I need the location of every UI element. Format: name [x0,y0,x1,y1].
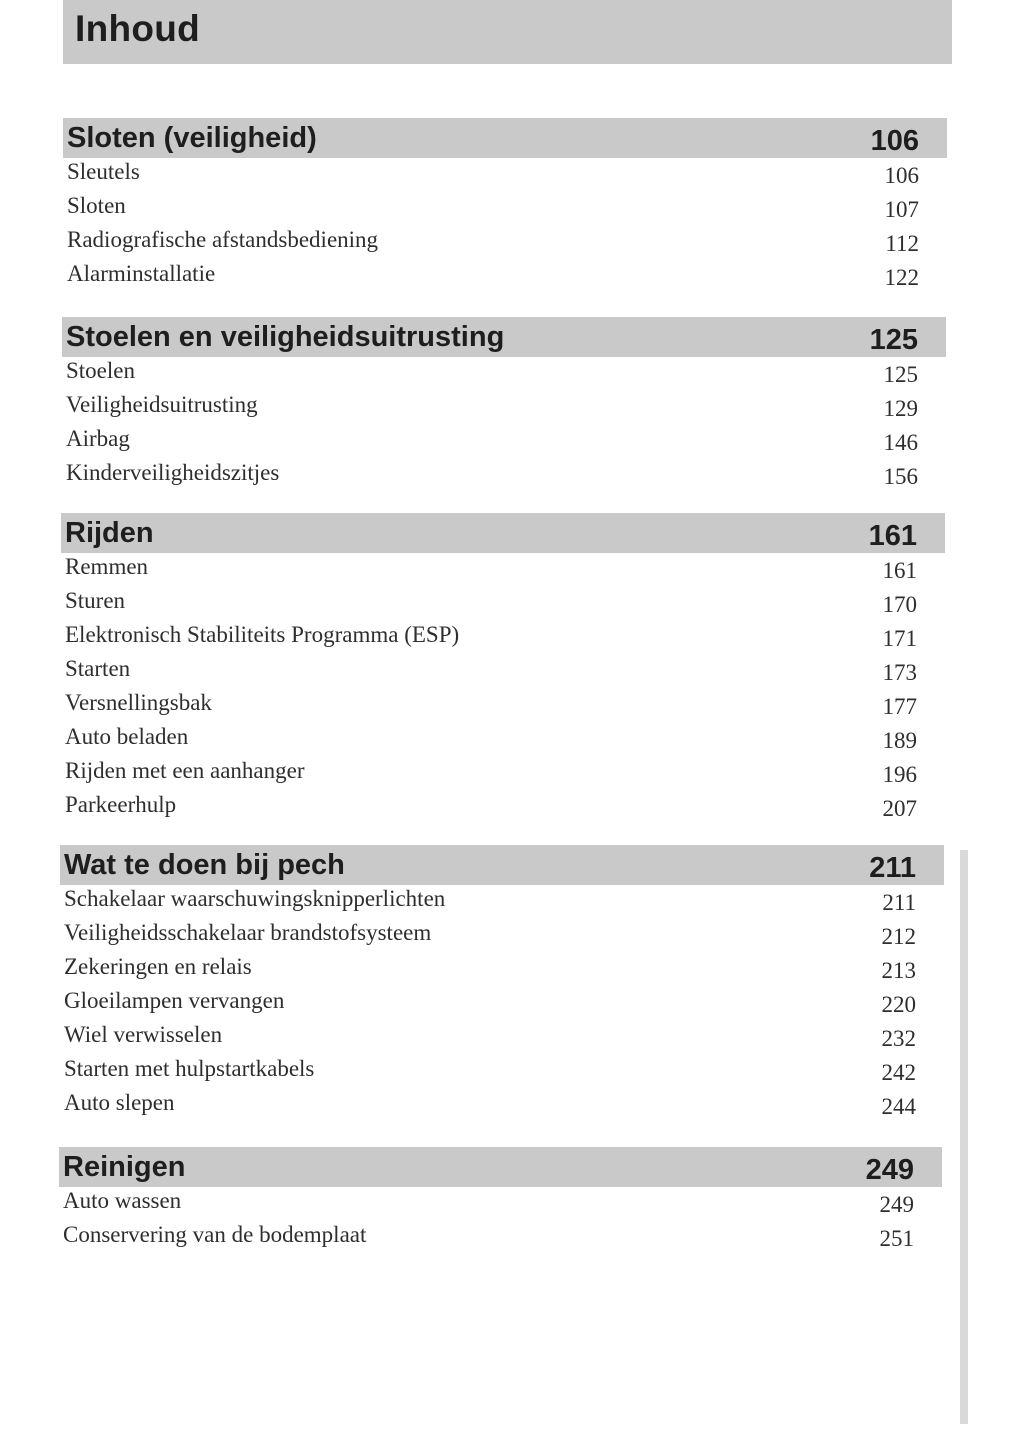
toc-entry[interactable] [62,459,946,493]
entry-page-number: 196 [882,762,917,787]
toc-entry[interactable] [60,987,944,1021]
toc-entry[interactable] [62,391,946,425]
entry-page-number: 211 [882,890,916,915]
entry-title: Parkeerhulp [65,792,177,817]
entry-page-number: 220 [881,992,916,1017]
entry-page-number: 146 [883,430,918,455]
toc-entry[interactable] [60,919,944,953]
entry-title: Starten met hulpstartkabels [64,1056,315,1081]
entry-title: Gloeilampen vervangen [64,988,285,1013]
toc-entry[interactable] [62,357,946,391]
toc-entry[interactable] [59,1187,942,1221]
section-header[interactable] [59,1147,942,1187]
toc-entry[interactable] [61,553,945,587]
entry-page-number: 212 [881,924,916,949]
entry-page-number: 106 [884,163,919,188]
section-title: Reinigen [63,1150,186,1183]
entry-page-number: 242 [881,1060,916,1085]
entry-page-number: 207 [882,796,917,821]
toc-entry[interactable] [63,192,947,226]
toc-entry[interactable] [61,791,945,825]
entry-page-number: 177 [882,694,917,719]
entry-page-number: 161 [882,558,917,583]
entry-title: Sloten [67,193,126,218]
entry-page-number: 173 [882,660,917,685]
entry-title: Sleutels [67,159,140,184]
toc-entry[interactable] [60,885,944,919]
toc-entry[interactable] [63,158,947,192]
toc-entry[interactable] [60,1055,944,1089]
entry-title: Auto wassen [63,1188,182,1213]
toc-entry[interactable] [63,226,947,260]
entry-page-number: 112 [885,231,919,256]
section-header[interactable] [63,118,947,158]
entry-page-number: 244 [881,1094,916,1119]
entry-page-number: 232 [881,1026,916,1051]
section-stoelen [62,317,946,493]
entry-title: Auto slepen [64,1090,175,1115]
entry-title: Schakelaar waarschuwingsknipperlichten [64,886,446,911]
toc-entry[interactable] [60,1089,944,1123]
page-header [63,0,952,64]
entry-page-number: 156 [883,464,918,489]
section-page-number: 106 [870,124,919,157]
toc-entry[interactable] [62,425,946,459]
entry-title: Wiel verwisselen [64,1022,223,1047]
section-header[interactable] [61,513,945,553]
section-title: Rijden [65,516,154,549]
section-page-number: 249 [865,1153,914,1186]
entry-title: Kinderveiligheidszitjes [66,460,280,485]
entry-page-number: 189 [882,728,917,753]
section-title: Sloten (veiligheid) [67,121,317,154]
section-page-number: 211 [869,851,916,884]
section-page-number: 125 [869,323,918,356]
entry-title: Conservering van de bodemplaat [63,1222,367,1247]
section-header[interactable] [60,845,944,885]
section-pech [60,845,944,1123]
toc-entry[interactable] [61,723,945,757]
entry-title: Veiligheidsschakelaar brandstofsysteem [64,920,432,945]
entry-title: Stoelen [66,358,135,383]
entry-title: Starten [65,656,131,681]
toc-entry[interactable] [61,757,945,791]
section-sloten [63,118,947,294]
entry-page-number: 171 [882,626,917,651]
entry-page-number: 129 [883,396,918,421]
section-header[interactable] [62,317,946,357]
toc-entry[interactable] [61,621,945,655]
page-title: Inhoud [75,8,201,49]
entry-title: Remmen [65,554,149,579]
entry-title: Sturen [65,588,126,613]
entry-page-number: 125 [883,362,918,387]
toc-entry[interactable] [60,1021,944,1055]
toc-entry[interactable] [60,953,944,987]
entry-page-number: 249 [879,1192,914,1217]
section-title: Stoelen en veiligheidsuitrusting [66,320,505,353]
toc-entry[interactable] [61,689,945,723]
entry-title: Airbag [66,426,130,451]
entry-title: Zekeringen en relais [64,954,252,979]
entry-page-number: 213 [881,958,916,983]
entry-title: Rijden met een aanhanger [65,758,305,783]
entry-page-number: 251 [879,1226,914,1251]
entry-page-number: 122 [884,265,919,290]
entry-title: Versnellingsbak [65,690,212,715]
section-title: Wat te doen bij pech [64,848,345,881]
section-rijden [61,513,945,825]
entry-title: Radiografische afstandsbediening [67,227,379,252]
section-reinigen [59,1147,942,1255]
entry-title: Alarminstallatie [67,261,216,286]
toc-entry[interactable] [61,587,945,621]
section-page-number: 161 [868,519,917,552]
entry-page-number: 170 [882,592,917,617]
toc-entry[interactable] [63,260,947,294]
entry-title: Veiligheidsuitrusting [66,392,258,417]
page-edge-shadow [960,850,968,1424]
entry-title: Auto beladen [65,724,189,749]
entry-title: Elektronisch Stabiliteits Programma (ESP) [65,622,460,647]
toc-entry[interactable] [59,1221,942,1255]
toc-entry[interactable] [61,655,945,689]
entry-page-number: 107 [884,197,919,222]
